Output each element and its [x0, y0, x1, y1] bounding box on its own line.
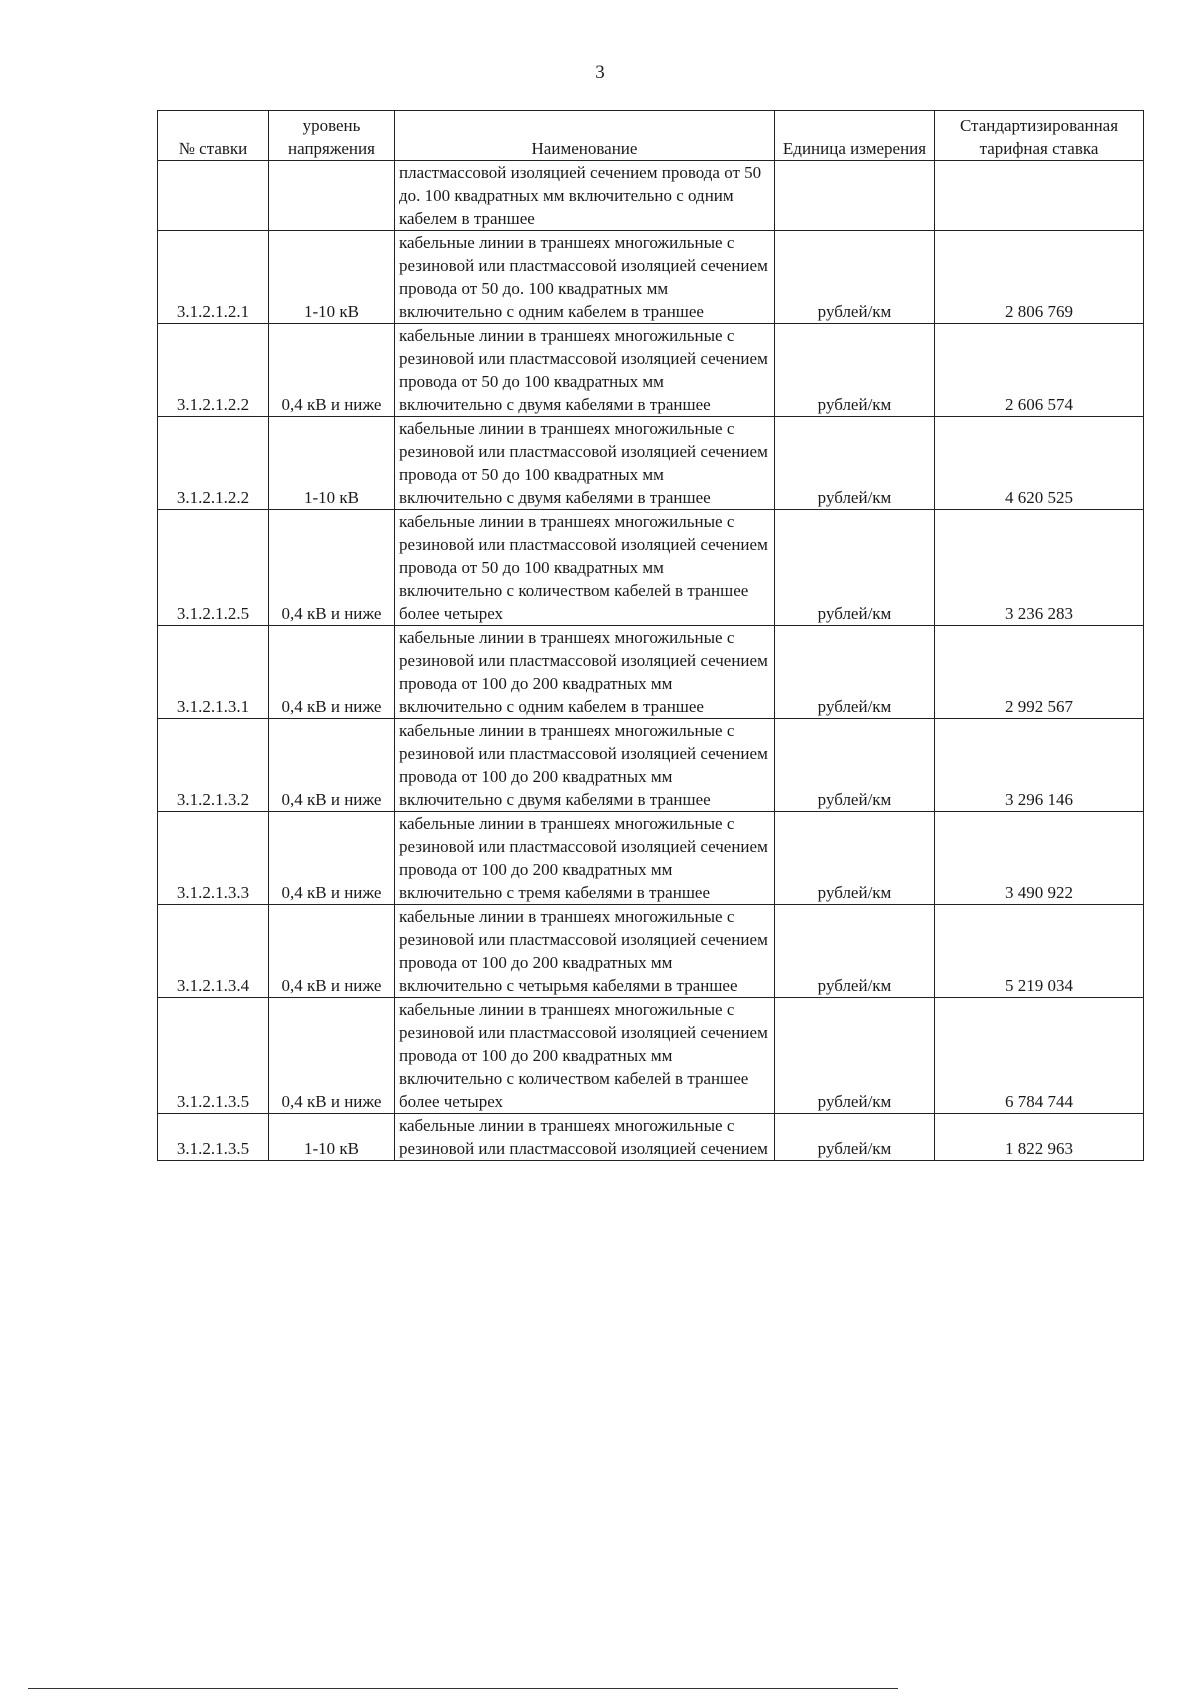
- rate-number-cell: 3.1.2.1.3.4: [158, 905, 269, 998]
- voltage-level-cell: 0,4 кВ и ниже: [269, 324, 395, 417]
- voltage-level-cell: 1-10 кВ: [269, 1114, 395, 1161]
- tariff-rates-table: [157, 110, 1144, 1161]
- rate-number-cell: 3.1.2.1.3.1: [158, 626, 269, 719]
- table-row: [158, 161, 1144, 231]
- name-cell: кабельные линии в траншеях многожильные с резиновой или пластмассовой изоляцией сечением: [395, 1114, 775, 1161]
- table-row: [158, 231, 1144, 324]
- rate-value-cell: 2 992 567: [935, 626, 1144, 719]
- table-row: [158, 510, 1144, 626]
- footer-rule: [28, 1688, 898, 1689]
- rate-value-cell: 3 490 922: [935, 812, 1144, 905]
- name-cell: кабельные линии в траншеях многожильные с резиновой или пластмассовой изоляцией сечением провода от 100 до 200 квадратных мм включительно с двумя кабелями в траншее: [395, 719, 775, 812]
- rate-value-cell: 3 236 283: [935, 510, 1144, 626]
- unit-cell: [775, 161, 935, 231]
- name-cell: пластмассовой изоляцией сечением провода от 50 до. 100 квадратных мм включительно с одним кабелем в траншее: [395, 161, 775, 231]
- rate-number-cell: 3.1.2.1.3.5: [158, 998, 269, 1114]
- rate-number-cell: [158, 161, 269, 231]
- table-row: [158, 719, 1144, 812]
- rate-number-cell: 3.1.2.1.2.2: [158, 324, 269, 417]
- voltage-level-cell: 0,4 кВ и ниже: [269, 905, 395, 998]
- table-body: [158, 161, 1144, 1161]
- unit-cell: рублей/км: [775, 324, 935, 417]
- voltage-level-cell: 1-10 кВ: [269, 417, 395, 510]
- unit-cell: рублей/км: [775, 998, 935, 1114]
- name-cell: кабельные линии в траншеях многожильные с резиновой или пластмассовой изоляцией сечением провода от 100 до 200 квадратных мм включительно с тремя кабелями в траншее: [395, 812, 775, 905]
- voltage-level-cell: 0,4 кВ и ниже: [269, 510, 395, 626]
- rate-value-cell: 5 219 034: [935, 905, 1144, 998]
- rate-number-cell: 3.1.2.1.2.1: [158, 231, 269, 324]
- voltage-level-cell: [269, 161, 395, 231]
- header-unit: Единица измерения: [775, 111, 935, 161]
- name-cell: кабельные линии в траншеях многожильные с резиновой или пластмассовой изоляцией сечением провода от 100 до 200 квадратных мм включительно с четырьмя кабелями в траншее: [395, 905, 775, 998]
- rate-value-cell: 3 296 146: [935, 719, 1144, 812]
- voltage-level-cell: 0,4 кВ и ниже: [269, 626, 395, 719]
- unit-cell: рублей/км: [775, 626, 935, 719]
- name-cell: кабельные линии в траншеях многожильные с резиновой или пластмассовой изоляцией сечением провода от 50 до. 100 квадратных мм включительно с одним кабелем в траншее: [395, 231, 775, 324]
- voltage-level-cell: 1-10 кВ: [269, 231, 395, 324]
- voltage-level-cell: 0,4 кВ и ниже: [269, 998, 395, 1114]
- unit-cell: рублей/км: [775, 812, 935, 905]
- rate-number-cell: 3.1.2.1.3.5: [158, 1114, 269, 1161]
- rate-value-cell: 4 620 525: [935, 417, 1144, 510]
- header-name: Наименование: [395, 111, 775, 161]
- unit-cell: рублей/км: [775, 719, 935, 812]
- header-voltage-level: уровень напряжения: [269, 111, 395, 161]
- rate-number-cell: 3.1.2.1.3.3: [158, 812, 269, 905]
- name-cell: кабельные линии в траншеях многожильные с резиновой или пластмассовой изоляцией сечением провода от 100 до 200 квадратных мм включительно с одним кабелем в траншее: [395, 626, 775, 719]
- unit-cell: рублей/км: [775, 905, 935, 998]
- unit-cell: рублей/км: [775, 417, 935, 510]
- name-cell: кабельные линии в траншеях многожильные с резиновой или пластмассовой изоляцией сечением провода от 50 до 100 квадратных мм включительно с двумя кабелями в траншее: [395, 417, 775, 510]
- table-row: [158, 812, 1144, 905]
- table-row: [158, 998, 1144, 1114]
- table-row: [158, 324, 1144, 417]
- rate-number-cell: 3.1.2.1.2.2: [158, 417, 269, 510]
- rate-number-cell: 3.1.2.1.2.5: [158, 510, 269, 626]
- unit-cell: рублей/км: [775, 510, 935, 626]
- name-cell: кабельные линии в траншеях многожильные с резиновой или пластмассовой изоляцией сечением провода от 100 до 200 квадратных мм включительно с количеством кабелей в траншее более четырех: [395, 998, 775, 1114]
- table-row: [158, 417, 1144, 510]
- table-row: [158, 905, 1144, 998]
- rate-value-cell: 2 606 574: [935, 324, 1144, 417]
- rate-value-cell: 2 806 769: [935, 231, 1144, 324]
- header-standard-rate: Стандартизированная тарифная ставка: [935, 111, 1144, 161]
- unit-cell: рублей/км: [775, 1114, 935, 1161]
- voltage-level-cell: 0,4 кВ и ниже: [269, 812, 395, 905]
- unit-cell: рублей/км: [775, 231, 935, 324]
- page-number: 3: [595, 62, 605, 83]
- table-row: [158, 1114, 1144, 1161]
- rate-value-cell: [935, 161, 1144, 231]
- header-rate-number: № ставки: [158, 111, 269, 161]
- rate-number-cell: 3.1.2.1.3.2: [158, 719, 269, 812]
- rate-value-cell: 1 822 963: [935, 1114, 1144, 1161]
- name-cell: кабельные линии в траншеях многожильные с резиновой или пластмассовой изоляцией сечением провода от 50 до 100 квадратных мм включительно с двумя кабелями в траншее: [395, 324, 775, 417]
- rate-value-cell: 6 784 744: [935, 998, 1144, 1114]
- voltage-level-cell: 0,4 кВ и ниже: [269, 719, 395, 812]
- name-cell: кабельные линии в траншеях многожильные с резиновой или пластмассовой изоляцией сечением провода от 50 до 100 квадратных мм включительно с количеством кабелей в траншее более четырех: [395, 510, 775, 626]
- table-header-row: [158, 111, 1144, 161]
- table-row: [158, 626, 1144, 719]
